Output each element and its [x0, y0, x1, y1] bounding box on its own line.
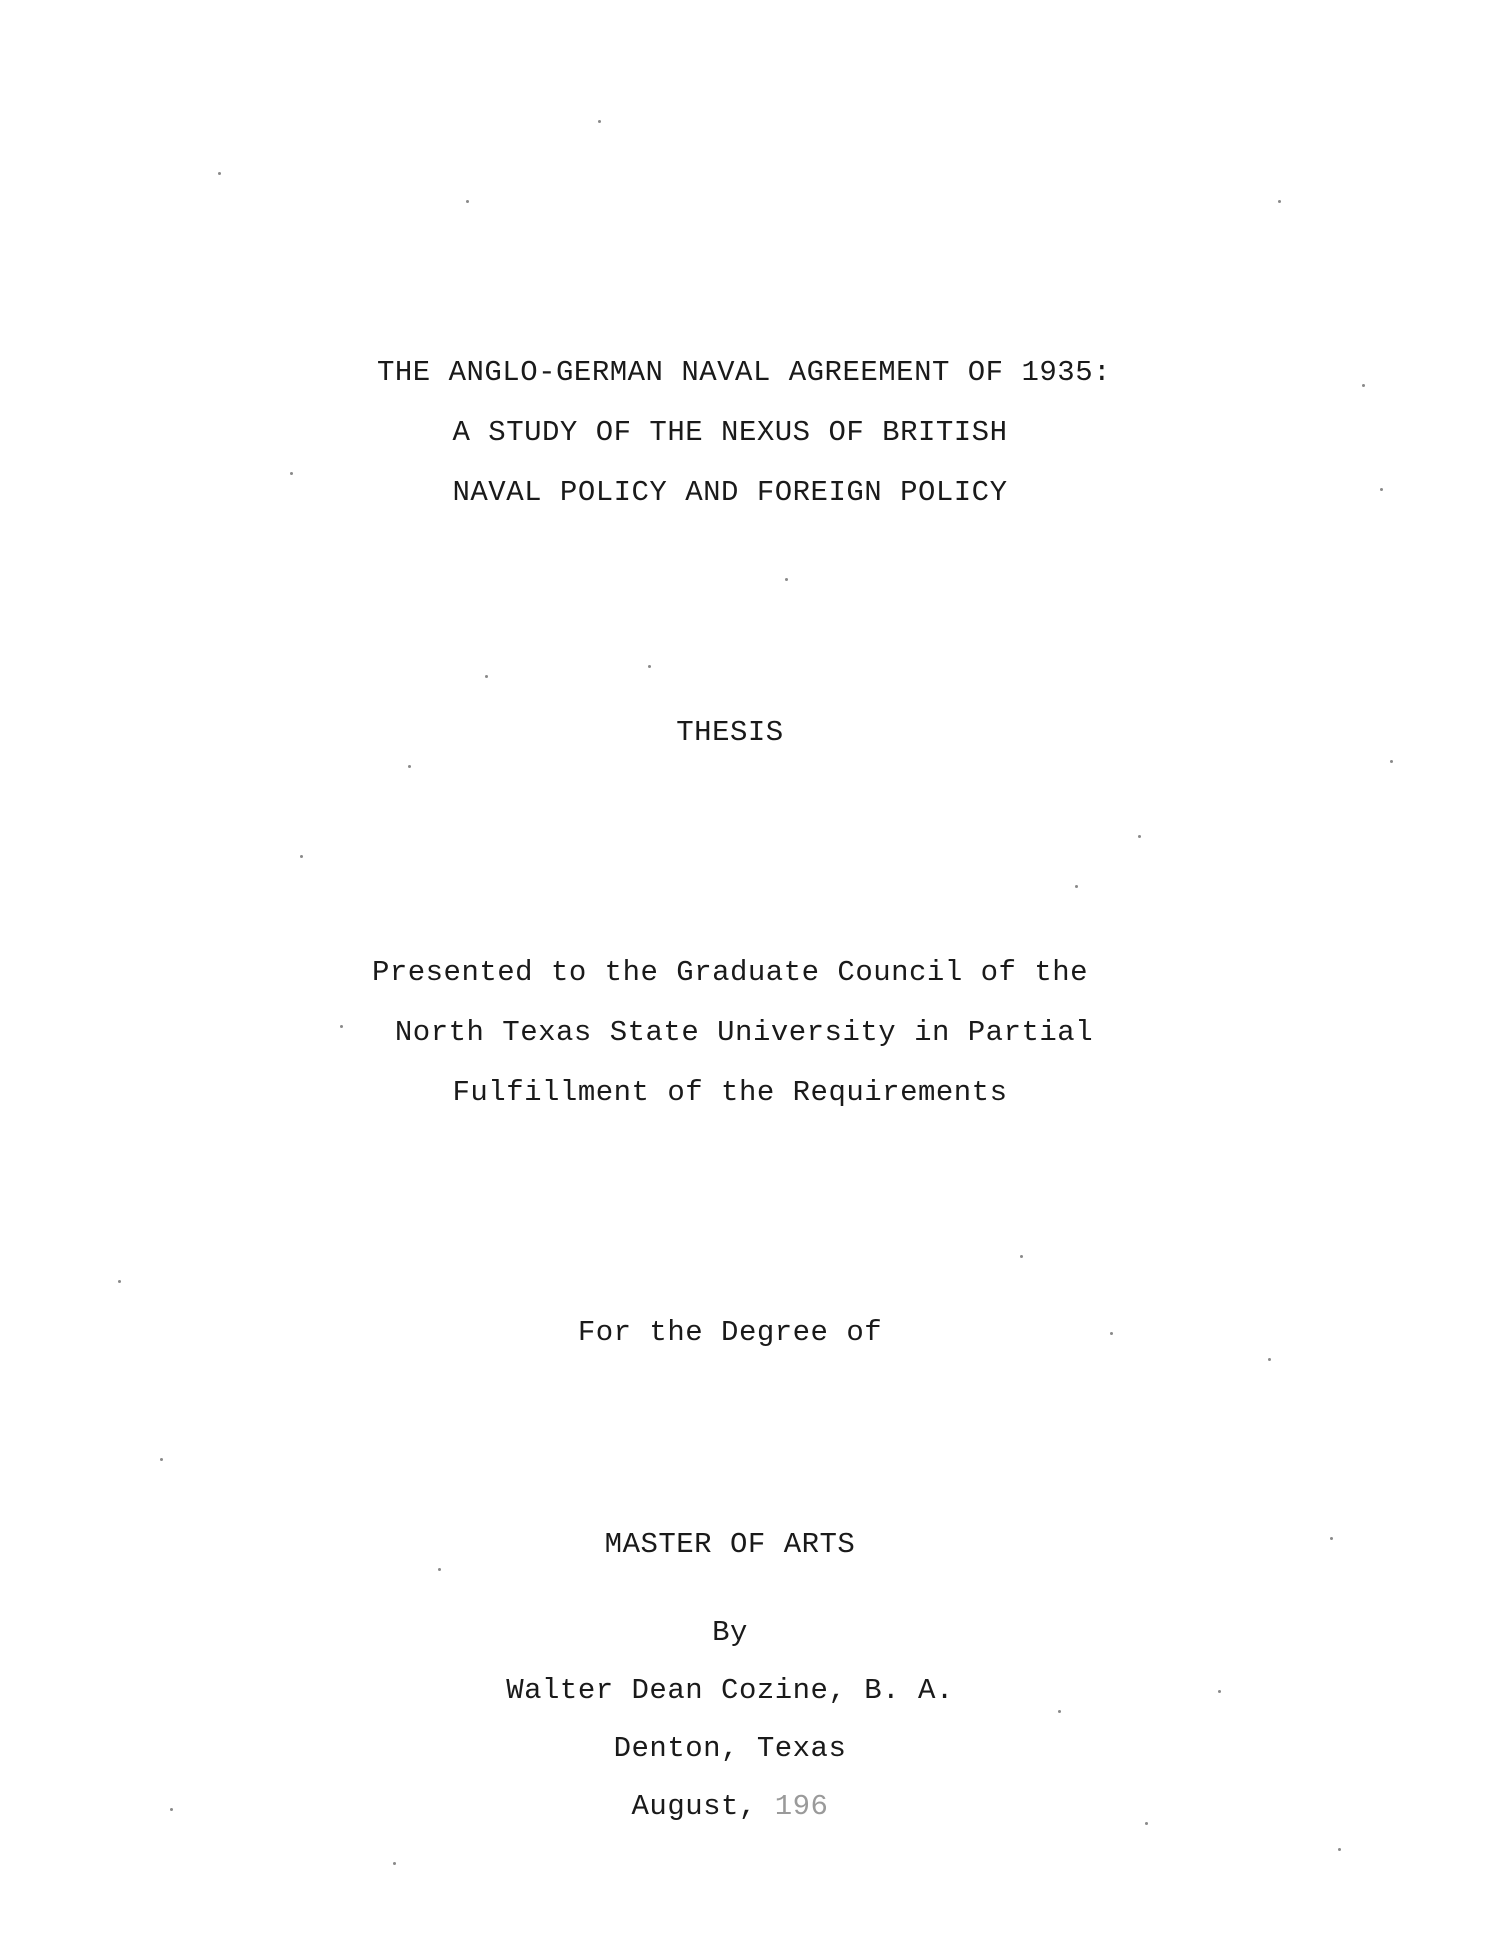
degree-intro: For the Degree of [577, 1316, 883, 1349]
scan-speck [485, 675, 488, 678]
title-line-2: A STUDY OF THE NEXUS OF BRITISH [452, 416, 1008, 449]
scan-speck [300, 855, 303, 858]
presentation-line-3: Fulfillment of the Requirements [452, 1076, 1008, 1109]
scan-speck [1278, 200, 1281, 203]
scan-speck [1218, 1690, 1221, 1693]
scan-speck [1330, 1537, 1333, 1540]
scan-speck [1110, 1332, 1113, 1335]
date-month: August, [631, 1790, 757, 1823]
scan-speck [340, 1025, 343, 1028]
scan-speck [290, 472, 293, 475]
title-line-3: NAVAL POLICY AND FOREIGN POLICY [452, 476, 1008, 509]
scan-speck [393, 1862, 396, 1865]
degree-name: MASTER OF ARTS [604, 1528, 856, 1561]
scan-speck [1390, 760, 1393, 763]
scan-speck [648, 665, 651, 668]
scan-speck [1075, 885, 1078, 888]
scan-speck [218, 172, 221, 175]
scan-speck [1138, 835, 1141, 838]
scan-speck [1338, 1848, 1341, 1851]
date-year: 196 [774, 1790, 829, 1823]
date-line [0, 1789, 1460, 1825]
scan-speck [408, 765, 411, 768]
by-label: By [712, 1616, 748, 1649]
presentation-line-1: Presented to the Graduate Council of the [371, 956, 1089, 989]
scan-speck [160, 1458, 163, 1461]
scan-speck [1145, 1822, 1148, 1825]
scan-speck [170, 1808, 173, 1811]
scan-speck [598, 120, 601, 123]
scan-speck [118, 1280, 121, 1283]
scan-speck [785, 578, 788, 581]
scan-speck [1380, 488, 1383, 491]
scan-speck [1268, 1358, 1271, 1361]
scan-speck [1020, 1255, 1023, 1258]
scan-speck [438, 1568, 441, 1571]
scan-speck [466, 200, 469, 203]
author-name: Walter Dean Cozine, B. A. [506, 1674, 954, 1707]
document-type: THESIS [676, 716, 784, 749]
location: Denton, Texas [613, 1732, 847, 1765]
title-line-1: THE ANGLO-GERMAN NAVAL AGREEMENT OF 1935: [376, 356, 1112, 389]
scan-speck [1058, 1710, 1061, 1713]
scan-speck [1362, 384, 1365, 387]
presentation-line-2: North Texas State University in Partial [394, 1016, 1094, 1049]
